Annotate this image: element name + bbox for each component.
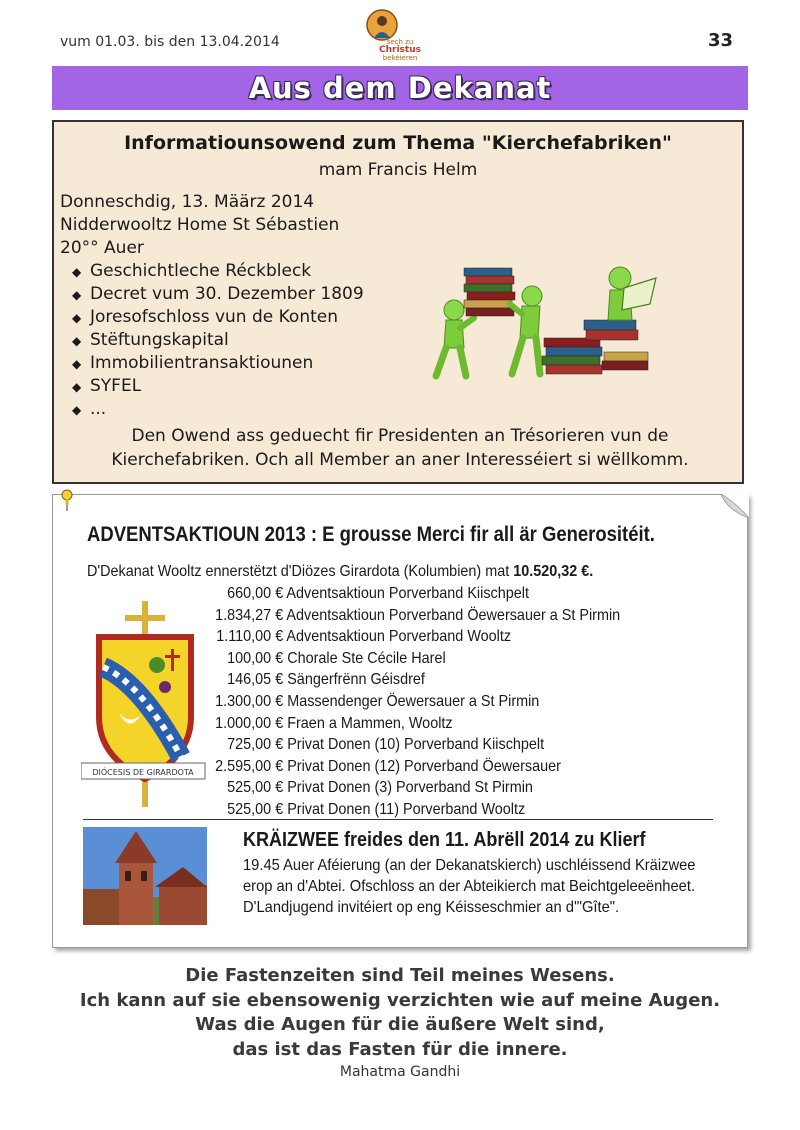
section-divider — [83, 819, 713, 820]
topic-item: ◆ Immobilientransaktiounen — [72, 352, 364, 375]
diamond-bullet-icon: ◆ — [72, 380, 82, 394]
donation-item: 1.000,00 € Fraen a Mammen, Wooltz — [215, 714, 453, 732]
topic-item: ◆ Decret vum 30. Dezember 1809 — [72, 283, 364, 306]
coat-of-arms-label: DIÓCESIS DE GIRARDOTA — [92, 768, 194, 777]
diamond-bullet-icon: ◆ — [72, 311, 82, 325]
donation-item: 1.300,00 € Massendenger Öewersauer a St Pirmin — [215, 692, 540, 710]
info-speaker: mam Francis Helm — [318, 160, 478, 180]
advent-intro-text: D'Dekanat Wooltz ennerstëtzt d'Diözes Girardota (Kolumbien) mat — [87, 563, 514, 580]
diamond-bullet-icon: ◆ — [72, 288, 82, 302]
topic-item: ◆ Geschichtleche Réckbleck — [72, 260, 364, 283]
page-number: 33 — [708, 30, 734, 51]
page-curl-icon — [721, 494, 749, 518]
info-place: Nidderwooltz Home St Sébastien — [60, 215, 340, 235]
topic-item: ◆ Joresofschloss vun de Konten — [72, 306, 364, 329]
diamond-bullet-icon: ◆ — [72, 334, 82, 348]
section-banner — [52, 66, 748, 110]
info-time: 20°° Auer — [60, 238, 144, 258]
donation-item: 525,00 € Privat Donen (11) Porverband Wooltz — [227, 800, 526, 818]
info-footer-line: Den Owend ass geduecht fir Presidenten an Trésorieren vun de — [131, 426, 669, 446]
info-title: Informatiounsowend zum Thema "Kierchefabriken" — [124, 132, 672, 154]
topic-item: ◆ SYFEL — [72, 375, 364, 398]
kraizwee-line: 19.45 Auer Aféierung (an der Dekanatskierch) uschléissend Kräizwee — [243, 857, 696, 874]
advent-note-box — [52, 494, 748, 948]
date-range: vum 01.03. bis den 13.04.2014 — [60, 34, 280, 50]
diocese-coat-of-arms — [81, 597, 211, 807]
praying-figure-icon — [360, 8, 430, 42]
donation-item: 660,00 € Adventsaktioun Porverband Kiischpelt — [227, 585, 529, 602]
donation-item: 100,00 € Chorale Ste Cécile Harel — [227, 649, 446, 667]
quote-author: Mahatma Gandhi — [339, 1064, 461, 1080]
diamond-bullet-icon: ◆ — [72, 265, 82, 279]
diamond-bullet-icon: ◆ — [72, 403, 82, 417]
kraizwee-body — [243, 855, 695, 918]
donation-item: 1.834,27 € Adventsaktioun Porverband Öewersauer a St Pirmin — [215, 606, 621, 624]
pushpin-icon — [59, 489, 75, 511]
kraizwee-title: KRÄIZWEE freides den 11. Abrëll 2014 zu Klierf — [243, 829, 646, 851]
topic-item: ◆ Stëftungskapital — [72, 329, 364, 352]
diamond-bullet-icon: ◆ — [72, 357, 82, 371]
advent-intro — [87, 563, 593, 581]
quote-line: das ist das Fasten für die innere. — [232, 1038, 568, 1060]
topic-list — [72, 260, 364, 421]
donation-list — [213, 583, 665, 821]
advent-title: ADVENTSAKTIOUN 2013 : E grousse Merci fir all är Generositéit. — [87, 523, 655, 546]
books-figures-illustration — [424, 248, 664, 383]
logo-line3: bekéieren — [382, 54, 418, 62]
donation-item: 2.595,00 € Privat Donen (12) Porverband Öewersauer — [215, 757, 561, 775]
donation-item: 146,05 € Sängerfrënn Géisdref — [227, 671, 425, 689]
quote-line: Ich kann auf sie ebensowenig verzichten wie auf meine Augen. — [79, 989, 721, 1011]
info-evening-box — [52, 120, 744, 484]
advent-total: 10.520,32 €. — [513, 563, 594, 580]
church-photo — [83, 827, 207, 925]
info-footer-note — [84, 424, 716, 472]
logo-line1: sech zu — [386, 38, 414, 46]
topic-item: ◆ ... — [72, 398, 364, 421]
logo-line2: Christus — [379, 45, 421, 55]
donation-item: 725,00 € Privat Donen (10) Porverband Kiischpelt — [227, 736, 545, 754]
info-date: Donneschdig, 13. Määrz 2014 — [60, 192, 315, 212]
quote-line: Was die Augen für die äußere Welt sind, — [195, 1014, 605, 1035]
info-footer-line: Kierchefabriken. Och all Member an aner Interesséiert si wëllkomm. — [111, 450, 689, 470]
donation-item: 1.110,00 € Adventsaktioun Porverband Wooltz — [216, 628, 512, 646]
kraizwee-line: erop an d'Abtei. Ofschloss an der Abteikierch mat Beichtgeleeënheet. — [243, 878, 696, 895]
donation-item: 525,00 € Privat Donen (3) Porverband St Pirmin — [227, 779, 533, 797]
section-title: Aus dem Dekanat — [248, 71, 552, 105]
parish-logo — [360, 8, 430, 64]
gandhi-quote — [0, 964, 800, 1082]
kraizwee-line: D'Landjugend invitéiert op eng Kéisseschmier an d'"Gîte". — [243, 899, 620, 916]
quote-line: Die Fastenzeiten sind Teil meines Wesens. — [185, 965, 615, 986]
